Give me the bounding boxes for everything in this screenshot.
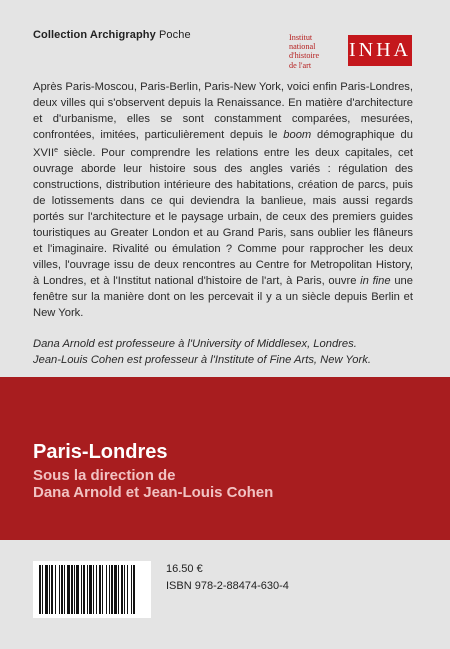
price: 16.50 €	[166, 563, 203, 575]
author-bio: Jean-Louis Cohen est professeur à l'Institute of Fine Arts, New York.	[33, 354, 371, 366]
publisher-logo-text	[289, 33, 319, 70]
barcode-bar	[64, 565, 65, 614]
barcode-bar	[121, 565, 123, 614]
barcode-bar	[124, 565, 125, 614]
barcode-bar	[55, 565, 56, 614]
publisher-acronym: INHA	[349, 39, 411, 61]
collection-label	[33, 29, 191, 41]
barcode-bar	[102, 565, 103, 614]
publisher-logo-line: national	[289, 42, 316, 52]
barcode-bar	[96, 565, 97, 614]
subtitle-line: Dana Arnold et Jean-Louis Cohen	[33, 484, 274, 501]
barcode-bar	[87, 565, 88, 614]
title-band	[0, 377, 450, 540]
barcode-bar	[109, 565, 110, 614]
barcode-bar	[74, 565, 75, 614]
barcode-bar	[106, 565, 107, 614]
barcode-bar	[131, 565, 132, 614]
blurb-part: siècle. Pour comprendre les relations entre les deux capitales, cet ouvrage aborde leur histoire sous des angles variés : régulation des constructions, distribution intérieure des habitations, création de parcs, puis de lotissements dans ce qui deviendra la banlieue, mais aussi regards portés sur l'architecture et le paysage urbain, de ceux des premiers guides touristiques au Greater London et au Grand Paris, sans oublier les flâneurs et l'imaginaire. Rivalité ou émulation ? Comme pour rapprocher les deux villes, l'ouvrage issu de deux rencontres au Centre for Metropolitan History, à Londres, et à l'Institut national d'histoire de l'art, à Paris, ouvre	[33, 147, 413, 287]
barcode	[33, 561, 151, 618]
barcode-bar	[118, 565, 119, 614]
blurb-paragraph	[33, 79, 413, 321]
publisher-logo	[348, 35, 412, 66]
book-title: Paris-Londres	[33, 441, 168, 463]
barcode-image	[38, 565, 146, 614]
barcode-bar	[114, 565, 117, 614]
barcode-bar	[61, 565, 63, 614]
barcode-bar	[59, 565, 60, 614]
collection-series: Collection Archigraphy	[33, 29, 156, 41]
barcode-bar	[39, 565, 41, 614]
barcode-bar	[89, 565, 92, 614]
barcode-bar	[49, 565, 50, 614]
barcode-bar	[93, 565, 94, 614]
barcode-bar	[71, 565, 73, 614]
blurb-italic-in-fine: in fine	[360, 275, 391, 287]
isbn: ISBN 978-2-88474-630-4	[166, 580, 289, 592]
barcode-bar	[76, 565, 79, 614]
barcode-bar	[81, 565, 82, 614]
blurb-part: démographique du XVII	[33, 129, 413, 159]
barcode-bar	[42, 565, 43, 614]
blurb-text	[33, 79, 413, 321]
barcode-bar	[99, 565, 101, 614]
publisher-logo-line: d'histoire	[289, 51, 320, 61]
barcode-bar	[127, 565, 128, 614]
author-bios	[33, 336, 418, 368]
book-subtitle	[33, 467, 273, 501]
author-bio: Dana Arnold est professeure à l'University of Middlesex, Londres.	[33, 338, 357, 350]
century-superscript: e	[54, 147, 59, 154]
blurb-part: une fenêtre sur la manière dont on les percevait il y a un siècle depuis Berlin et New York.	[33, 275, 413, 319]
barcode-bar	[111, 565, 113, 614]
collection-format: Poche	[158, 29, 191, 41]
blurb-part: Après Paris-Moscou, Paris-Berlin, Paris-New York, voici enfin Paris-Londres, deux villes qui s'observent depuis la Renaissance. En matière d'architecture et d'urbanisme, elles se sont constamment comparées, mesurées, confrontées, imitées, particulièrement depuis le	[33, 81, 413, 141]
barcode-bar	[133, 565, 135, 614]
barcode-bar	[51, 565, 53, 614]
subtitle-line: Sous la direction de	[33, 467, 176, 484]
barcode-bar	[45, 565, 48, 614]
publisher-logo-line: Institut	[289, 33, 313, 42]
publisher-logo-line: de l'art	[289, 60, 312, 70]
barcode-bar	[83, 565, 85, 614]
barcode-bar	[67, 565, 70, 614]
blurb-italic-boom: boom	[283, 129, 312, 141]
